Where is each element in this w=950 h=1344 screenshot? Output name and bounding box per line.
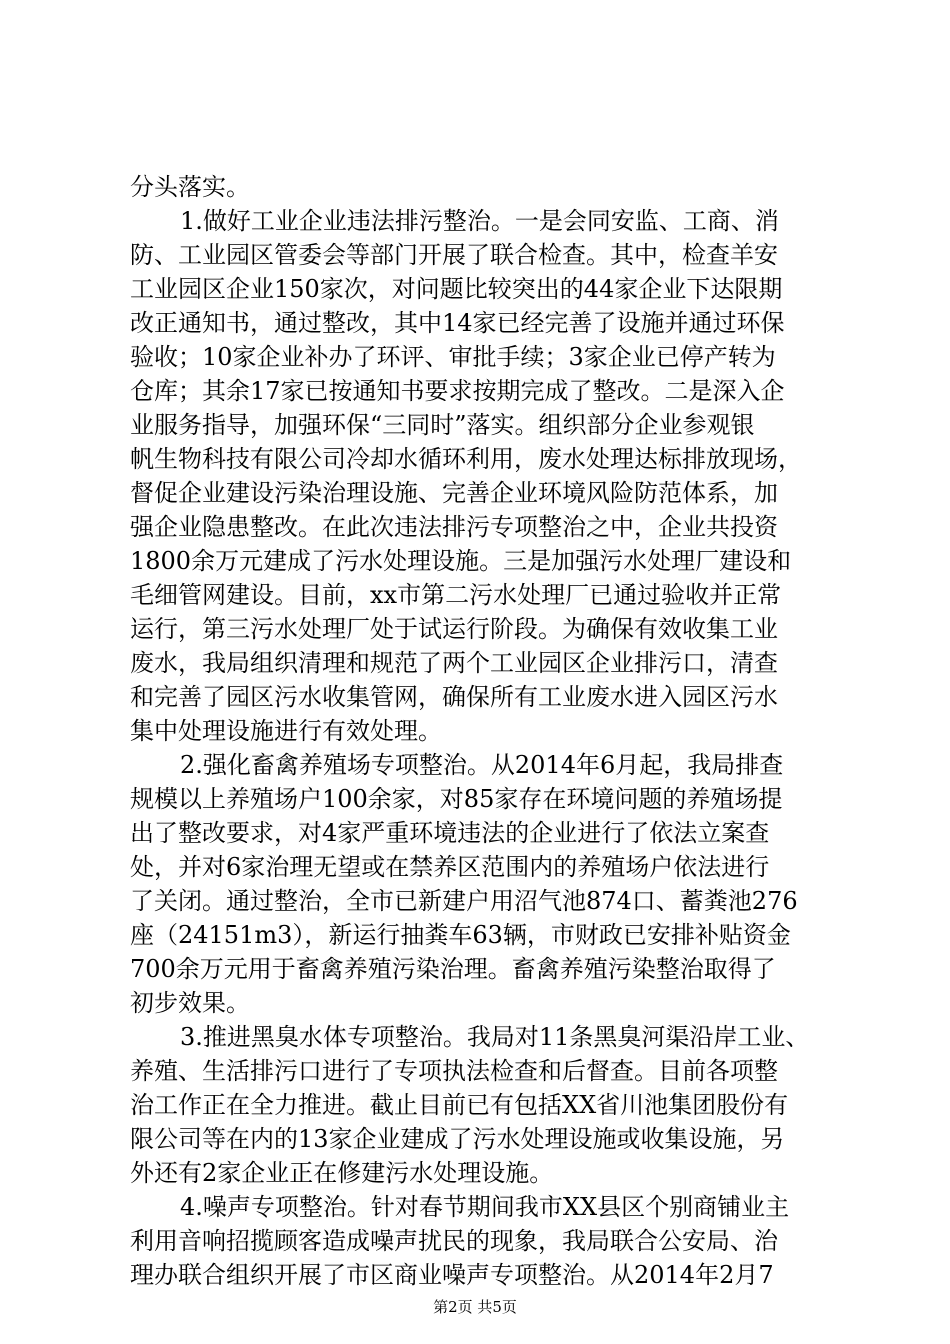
text-line: 2.强化畜禽养殖场专项整治。从2014年6月起，我局排查 — [180, 751, 784, 779]
document-body — [130, 170, 825, 1292]
text-line: 帆生物科技有限公司冷却水循环利用，废水处理达标排放现场， — [130, 445, 802, 473]
page-number: 第2页 共5页 — [433, 1298, 517, 1316]
text-line: 座（24151m3），新运行抽粪车63辆，市财政已安排补贴资金 — [130, 921, 791, 949]
text-line: 业服务指导，加强环保“三同时”落实。组织部分企业参观银 — [130, 411, 755, 439]
text-line: 改正通知书，通过整改，其中14家已经完善了设施并通过环保 — [130, 309, 785, 337]
text-line: 毛细管网建设。目前，xx市第二污水处理厂已通过验收并正常 — [130, 581, 782, 609]
text-line: 防、工业园区管委会等部门开展了联合检查。其中，检查羊安 — [130, 241, 778, 269]
text-line: 规模以上养殖场户100余家，对85家存在环境问题的养殖场提 — [130, 785, 783, 813]
text-line: 初步效果。 — [130, 989, 250, 1017]
text-line: 了关闭。通过整治，全市已新建户用沼气池874口、蓄粪池276 — [130, 887, 798, 915]
text-line: 限公司等在内的13家企业建成了污水处理设施或收集设施，另 — [130, 1125, 785, 1153]
text-line: 外还有2家企业正在修建污水处理设施。 — [130, 1159, 554, 1187]
text-line: 处，并对6家治理无望或在禁养区范围内的养殖场户依法进行 — [130, 853, 770, 881]
text-line: 700余万元用于畜禽养殖污染治理。畜禽养殖污染整治取得了 — [130, 955, 776, 983]
text-line: 理办联合组织开展了市区商业噪声专项整治。从2014年2月7 — [130, 1261, 774, 1289]
text-line: 出了整改要求，对4家严重环境违法的企业进行了依法立案查 — [130, 819, 770, 847]
text-line: 治工作正在全力推进。截止目前已有包括XX省川池集团股份有 — [130, 1091, 789, 1119]
text-line: 验收；10家企业补办了环评、审批手续；3家企业已停产转为 — [130, 343, 776, 371]
text-line: 1.做好工业企业违法排污整治。一是会同安监、工商、消 — [180, 207, 779, 235]
text-line: 分头落实。 — [130, 173, 250, 201]
text-line: 仓库；其余17家已按通知书要求按期完成了整改。二是深入企 — [130, 377, 785, 405]
text-line: 利用音响招揽顾客造成噪声扰民的现象，我局联合公安局、治 — [130, 1227, 778, 1255]
text-line: 养殖、生活排污口进行了专项执法检查和后督查。目前各项整 — [130, 1057, 778, 1085]
page-footer — [0, 1297, 950, 1317]
text-line: 强企业隐患整改。在此次违法排污专项整治之中，企业共投资 — [130, 513, 778, 541]
text-line: 督促企业建设污染治理设施、完善企业环境风险防范体系，加 — [130, 479, 778, 507]
text-line: 工业园区企业150家次，对问题比较突出的44家企业下达限期 — [130, 275, 783, 303]
text-line: 集中处理设施进行有效处理。 — [130, 717, 442, 745]
text-line: 4.噪声专项整治。针对春节期间我市XX县区个别商铺业主 — [180, 1193, 790, 1221]
text-line: 1800余万元建成了污水处理设施。三是加强污水处理厂建设和 — [130, 547, 792, 575]
text-line: 和完善了园区污水收集管网，确保所有工业废水进入园区污水 — [130, 683, 778, 711]
text-line: 3.推进黑臭水体专项整治。我局对11条黑臭河渠沿岸工业、 — [180, 1023, 810, 1051]
text-line: 运行，第三污水处理厂处于试运行阶段。为确保有效收集工业 — [130, 615, 778, 643]
text-line: 废水，我局组织清理和规范了两个工业园区企业排污口，清查 — [130, 649, 778, 677]
